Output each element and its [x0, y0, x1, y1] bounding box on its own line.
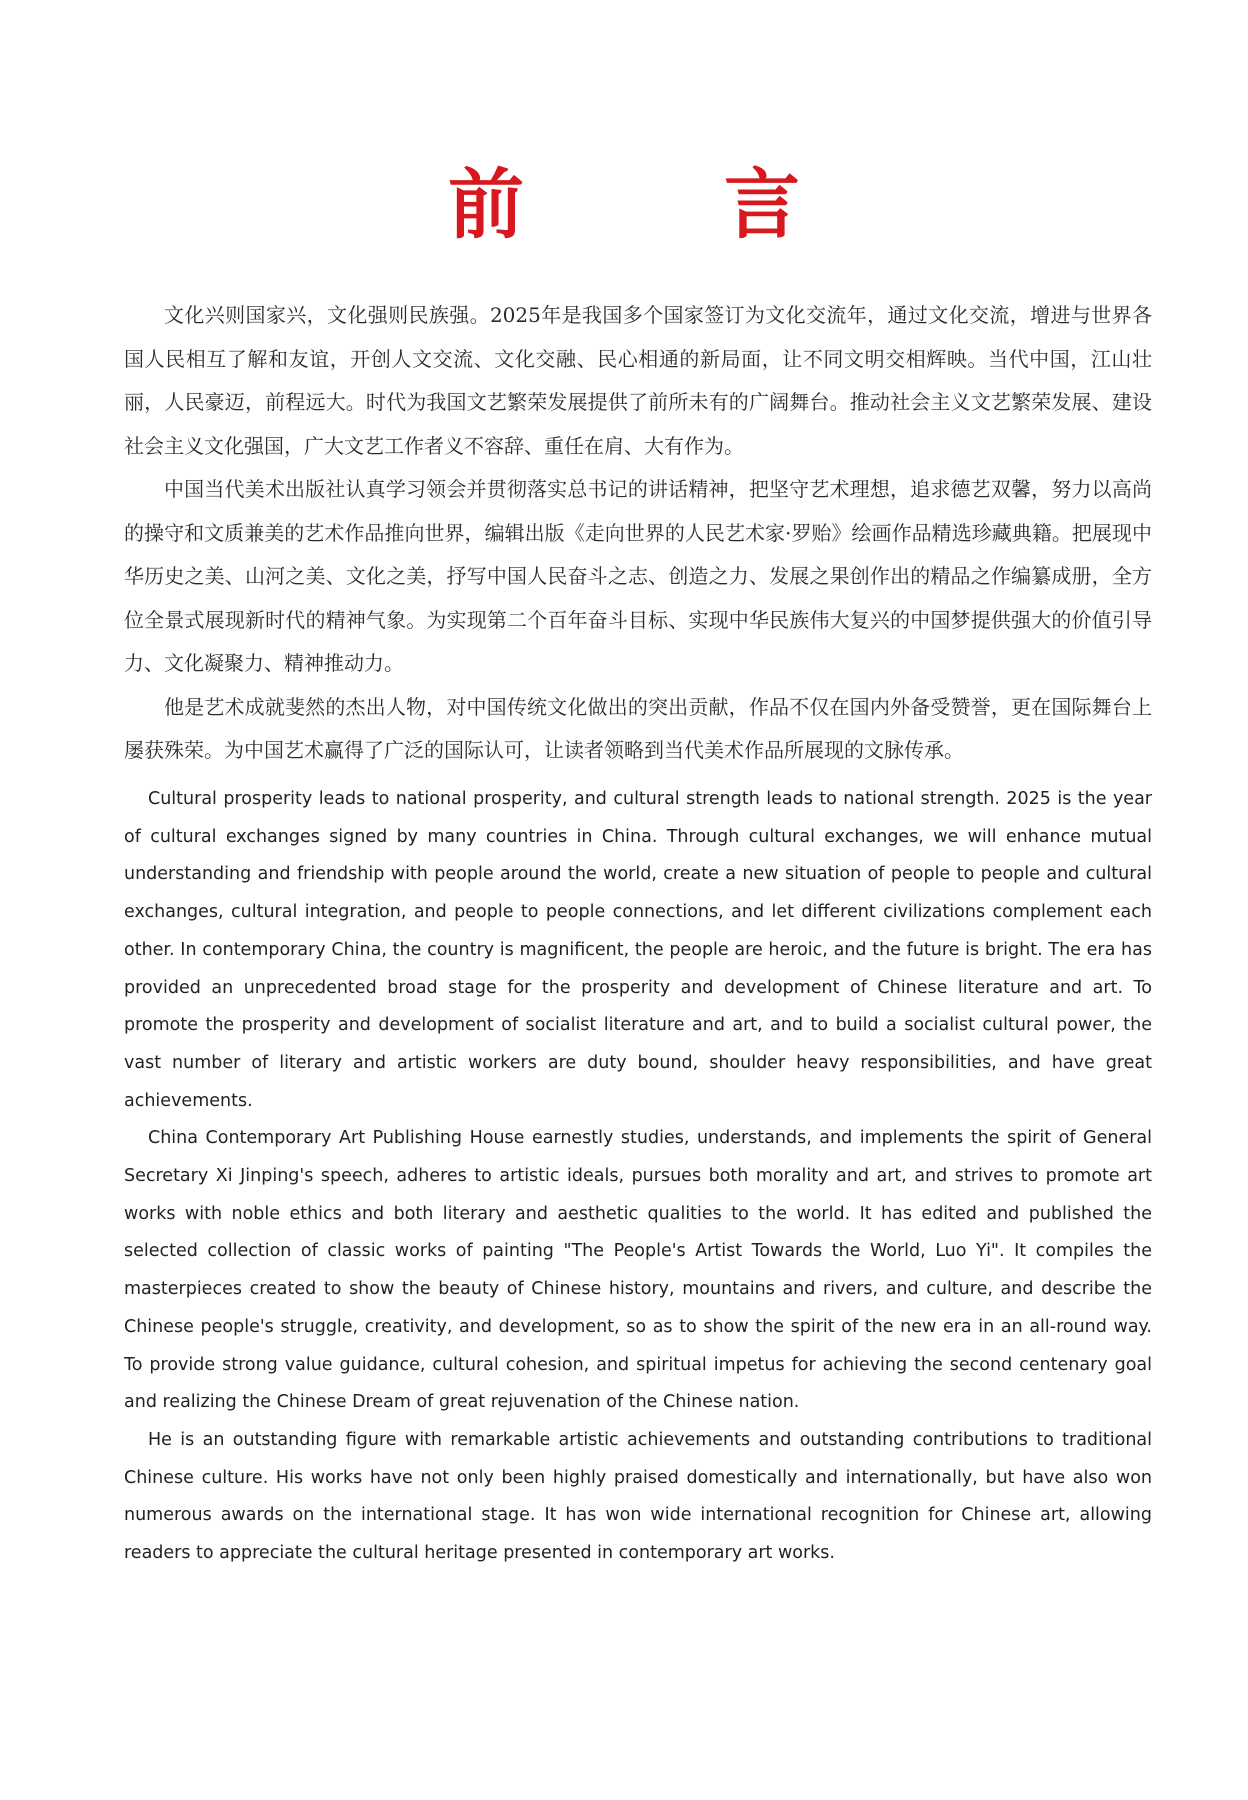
- chinese-paragraph-2: 中国当代美术出版社认真学习领会并贯彻落实总书记的讲话精神，把坚守艺术理想，追求德艺双馨，努力以高尚的操守和文质兼美的艺术作品推向世界，编辑出版《走向世界的人民艺术家·罗贻》绘画作品精选珍藏典籍。把展现中华历史之美、山河之美、文化之美，抒写中国人民奋斗之志、创造之力、发展之果创作出的精品之作编纂成册，全方位全景式展现新时代的精神气象。为实现第二个百年奋斗目标、实现中华民族伟大复兴的中国梦提供强大的价值引导力、文化凝聚力、精神推动力。: [124, 477, 1152, 675]
- english-paragraph-2: China Contemporary Art Publishing House earnestly studies, understands, and implements the spirit of General Secretary Xi Jinping's speech, adheres to artistic ideals, pursues both morality and art, and strives to promote art works with noble ethics and both literary and aesthetic qualities to the world. It has edited and published the selected collection of classic works of painting "The People's Artist Towards the World, Luo Yi". It compiles the masterpieces created to show the beauty of Chinese history, mountains and rivers, and culture, and describe the Chinese people's struggle, creativity, and development, so as to show the spirit of the new era in an all-round way. To provide strong value guidance, cultural cohesion, and spiritual impetus for achieving the second centenary goal and realizing the Chinese Dream of great rejuvenation of the Chinese nation.: [124, 1128, 1152, 1413]
- chinese-text-section: [124, 294, 1152, 773]
- english-text-section: [124, 781, 1152, 1573]
- page-title: 前 言: [448, 160, 862, 249]
- chinese-paragraph-1: 文化兴则国家兴，文化强则民族强。2025年是我国多个国家签订为文化交流年，通过文化交流，增进与世界各国人民相互了解和友谊，开创人文交流、文化交融、民心相通的新局面，让不同文明交相辉映。当代中国，江山壮丽，人民豪迈，前程远大。时代为我国文艺繁荣发展提供了前所未有的广阔舞台。推动社会主义文艺繁荣发展、建设社会主义文化强国，广大文艺工作者义不容辞、重任在肩、大有作为。: [124, 303, 1152, 458]
- english-paragraph-1: Cultural prosperity leads to national prosperity, and cultural strength leads to national strength. 2025 is the year of cultural exchanges signed by many countries in China. Through cultural exchanges, we will enhance mutual understanding and friendship with people around the world, create a new situation of people to people and cultural exchanges, cultural integration, and people to people connections, and let different civilizations complement each other. In contemporary China, the country is magnificent, the people are heroic, and the future is bright. The era has provided an unprecedented broad stage for the prosperity and development of Chinese literature and art. To promote the prosperity and development of socialist literature and art, and to build a socialist cultural power, the vast number of literary and artistic workers are duty bound, shoulder heavy responsibilities, and have great achievements.: [124, 789, 1152, 1111]
- english-paragraph-3: He is an outstanding figure with remarkable artistic achievements and outstanding contributions to traditional Chinese culture. His works have not only been highly praised domestically and internationally, but have also won numerous awards on the international stage. It has won wide international recognition for Chinese art, allowing readers to appreciate the cultural heritage presented in contemporary art works.: [124, 1429, 1152, 1564]
- chinese-paragraph-3: 他是艺术成就斐然的杰出人物，对中国传统文化做出的突出贡献，作品不仅在国内外备受赞誉，更在国际舞台上屡获殊荣。为中国艺术赢得了广泛的国际认可，让读者领略到当代美术作品所展现的文脉传承。: [124, 694, 1152, 762]
